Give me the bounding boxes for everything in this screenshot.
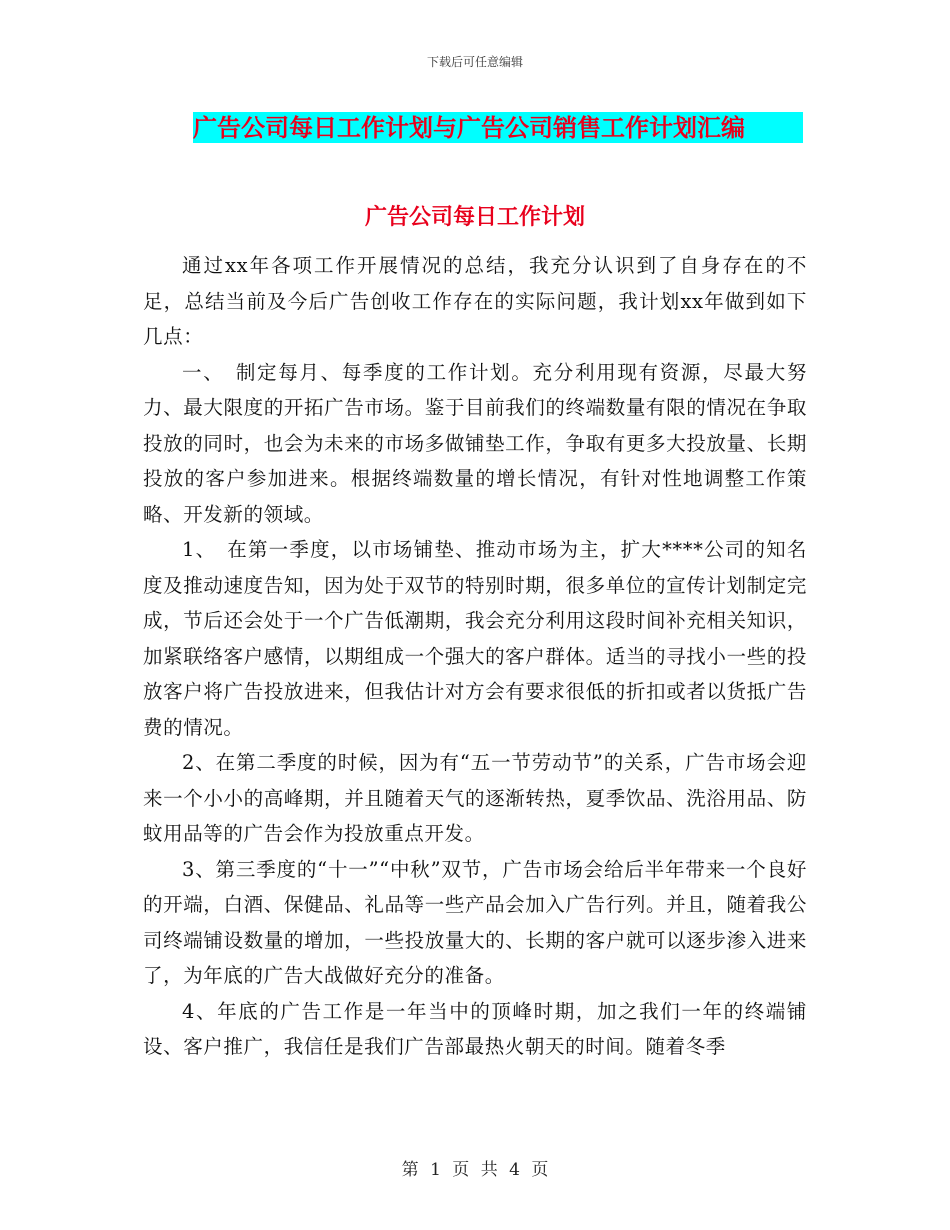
main-title: 广告公司每日工作计划与广告公司销售工作计划汇编 — [193, 113, 745, 142]
main-title-highlight — [193, 112, 803, 143]
document-body — [143, 248, 807, 1065]
paragraph: 4、年底的广告工作是一年当中的顶峰时期，加之我们一年的终端铺设、客户推广，我信任是我们广告部最热火朝天的时间。随着冬季 — [143, 999, 807, 1058]
section-title: 广告公司每日工作计划 — [364, 204, 585, 230]
paragraph: 一、 制定每月、每季度的工作计划。充分利用现有资源，尽最大努力、最大限度的开拓广告市场。鉴于目前我们的终端数量有限的情况在争取投放的同时，也会为未来的市场多做铺垫工作，争取有更多大投放量、长期投放的客户参加进来。根据终端数量的增长情况，有针对性地调整工作策略、开发新的领域。 — [143, 360, 807, 526]
paragraph: 1、 在第一季度，以市场铺垫、推动市场为主，扩大****公司的知名度及推动速度告知，因为处于双节的特别时期，很多单位的宣传计划制定完成，节后还会处于一个广告低潮期，我会充分利用这段时间补充相关知识，加紧联络客户感情，以期组成一个强大的客户群体。适当的寻找小一些的投放客户将广告投放进来，但我估计对方会有要求很低的折扣或者以货抵广告费的情况。 — [143, 538, 807, 739]
header-note: 下载后可任意编辑 — [426, 55, 523, 69]
paragraph: 通过xx年各项工作开展情况的总结，我充分认识到了自身存在的不足，总结当前及今后广告创收工作存在的实际问题，我计划xx年做到如下几点： — [143, 254, 807, 348]
page-footer: 第 1 页 共 4 页 — [401, 1160, 549, 1180]
paragraph: 3、第三季度的“十一”“中秋”双节，广告市场会给后半年带来一个良好的开端，白酒、保健品、礼品等一些产品会加入广告行列。并且，随着我公司终端铺设数量的增加，一些投放量大的、长期的客户就可以逐步渗入进来了，为年底的广告大战做好充分的准备。 — [143, 857, 807, 987]
paragraph: 2、在第二季度的时候，因为有“五一节劳动节”的关系，广告市场会迎来一个小小的高峰期，并且随着天气的逐渐转热，夏季饮品、洗浴用品、防蚊用品等的广告会作为投放重点开发。 — [143, 751, 807, 845]
